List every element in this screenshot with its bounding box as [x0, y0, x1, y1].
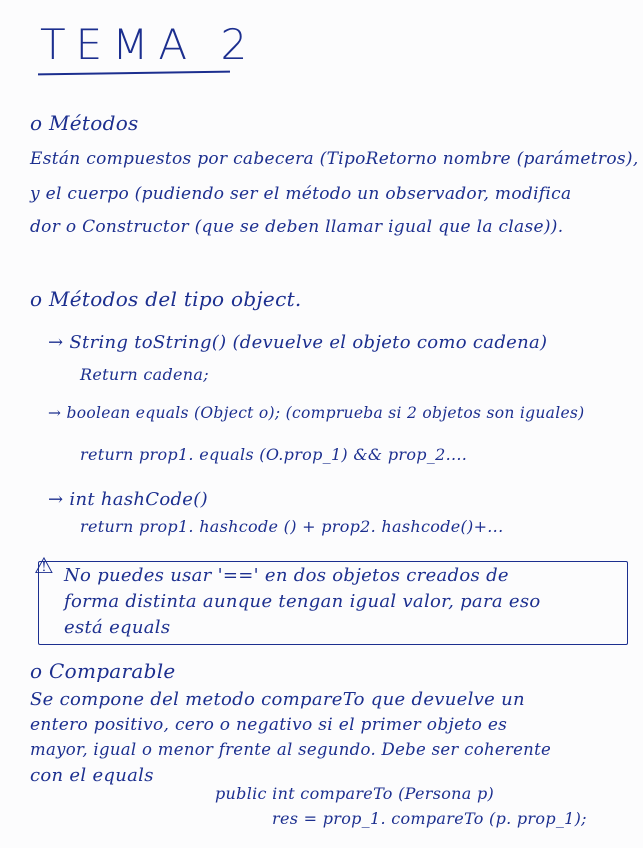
comparable-line-1: Se compone del metodo compareTo que devuelve un: [30, 689, 525, 710]
section-heading-metodos: o Métodos: [30, 111, 139, 135]
equals-return: return prop1. equals (O.prop_1) && prop_2....: [80, 445, 468, 464]
hashcode-item: → int hashCode(): [48, 489, 208, 510]
compareto-body: res = prop_1. compareTo (p. prop_1);: [272, 809, 587, 828]
comparable-line-3: mayor, igual o menor frente al segundo. Debe ser coherente: [30, 740, 552, 759]
section-heading-object: o Métodos del tipo object.: [30, 287, 302, 311]
warning-line-1: No puedes usar '==' en dos objetos creados de: [64, 565, 509, 586]
page-title: TEMA 2: [40, 20, 258, 69]
warning-line-2: forma distinta aunque tengan igual valor, para eso: [64, 591, 541, 612]
title-underline: [38, 71, 230, 76]
equals-item: → boolean equals (Object o); (comprueba si 2 objetos son iguales): [48, 404, 585, 422]
metodos-line-1: Están compuestos por cabecera (TipoRetorno nombre (parámetros),: [30, 149, 639, 169]
comparable-line-4: con el equals: [30, 765, 154, 786]
tostring-item: → String toString() (devuelve el objeto como cadena): [48, 332, 548, 353]
metodos-line-2: y el cuerpo (pudiendo ser el método un observador, modifica: [30, 184, 572, 204]
tostring-return: Return cadena;: [80, 365, 209, 384]
section-heading-comparable: o Comparable: [30, 659, 176, 683]
warning-line-3: está equals: [64, 617, 171, 638]
metodos-line-3: dor o Constructor (que se deben llamar igual que la clase)).: [30, 217, 564, 237]
warning-icon: ⚠: [34, 554, 54, 579]
compareto-signature: public int compareTo (Persona p): [215, 784, 495, 803]
comparable-line-2: entero positivo, cero o negativo si el primer objeto es: [30, 715, 508, 735]
hashcode-return: return prop1. hashcode () + prop2. hashcode()+...: [80, 517, 504, 536]
